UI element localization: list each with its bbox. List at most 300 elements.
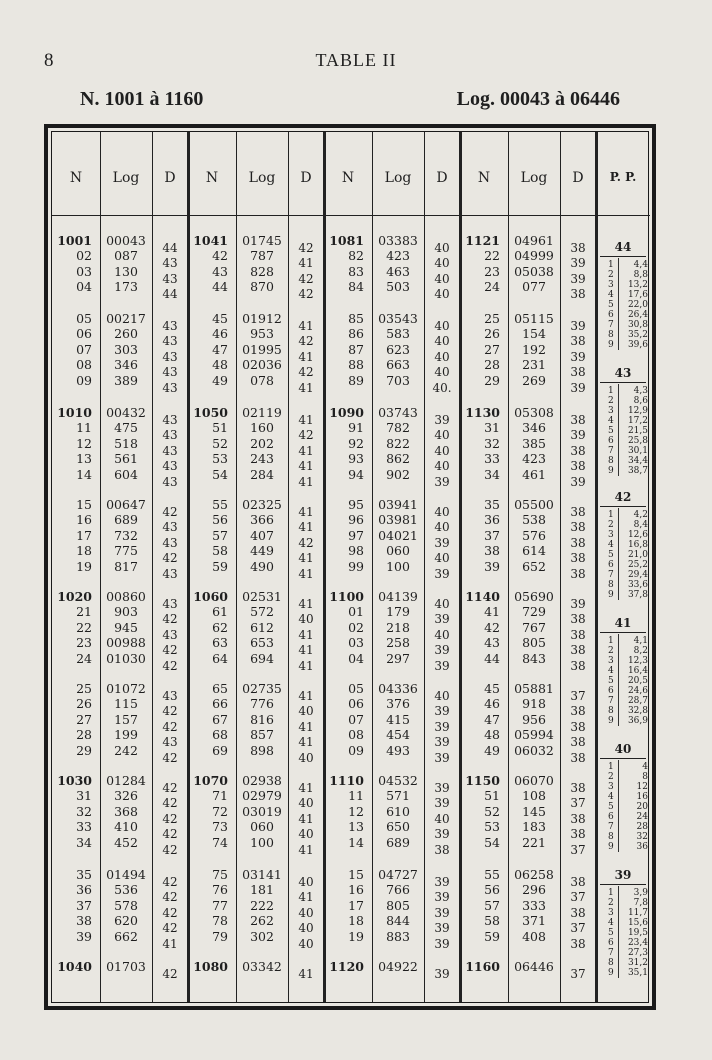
header-d: D — [436, 170, 448, 186]
pp-value: 30,8 — [627, 320, 648, 330]
n-cell: 06 — [348, 696, 364, 712]
n-cell: 58 — [212, 543, 228, 559]
pp-digit: 4 — [608, 290, 614, 300]
d-cell: 43 — [162, 597, 178, 611]
log-cell: 953 — [250, 326, 274, 342]
n-cell: 55 — [484, 867, 500, 882]
pp-header: 41 — [614, 616, 632, 630]
log-cell: 01030 — [106, 650, 146, 666]
d-cell: 40 — [434, 334, 450, 349]
d-cell: 38 — [570, 334, 586, 349]
log-cell: 02119 — [242, 405, 282, 420]
pp-rule — [600, 884, 646, 885]
pp-digit: 2 — [608, 396, 614, 406]
n-cell: 12 — [76, 435, 92, 451]
n-cell: 74 — [212, 834, 228, 850]
header-d: D — [164, 170, 176, 186]
n-cell: 1040 — [57, 959, 92, 974]
log-cell: 662 — [114, 928, 138, 944]
d-cell: 43 — [162, 319, 178, 333]
pp-value: 4,2 — [633, 510, 648, 520]
log-cell: 689 — [386, 834, 410, 850]
d-cell: 40 — [298, 704, 314, 719]
pp-value: 13,2 — [627, 280, 648, 290]
d-cell: 40 — [298, 827, 314, 842]
pp-digit: 5 — [608, 300, 614, 310]
n-cell: 1070 — [193, 773, 228, 788]
log-cell: 04532 — [378, 773, 418, 788]
log-cell: 145 — [522, 803, 546, 819]
n-cell: 15 — [348, 867, 364, 882]
log-cell: 02938 — [242, 773, 282, 788]
d-cell: 42 — [162, 658, 178, 673]
pp-digit: 2 — [608, 270, 614, 280]
n-cell: 27 — [484, 341, 500, 357]
log-cell: 732 — [114, 527, 138, 543]
n-cell: 21 — [76, 604, 92, 620]
n-cell: 1030 — [57, 773, 92, 788]
n-cell: 35 — [76, 867, 92, 882]
log-cell: 04336 — [378, 681, 418, 696]
n-cell: 03 — [76, 263, 92, 279]
d-cell: 38 — [570, 443, 586, 458]
pp-value: 28,7 — [627, 696, 648, 706]
d-cell: 39 — [434, 413, 450, 427]
d-cell: 40 — [434, 627, 450, 642]
d-cell: 40 — [434, 271, 450, 286]
d-cell: 41 — [298, 459, 314, 474]
d-cell: 43 — [162, 349, 178, 364]
n-cell: 78 — [212, 913, 228, 929]
pp-col-rule — [618, 384, 619, 476]
header-n: N — [341, 170, 355, 186]
d-cell: 40 — [298, 936, 314, 951]
n-cell: 28 — [76, 727, 92, 743]
pp-digit: 9 — [608, 340, 614, 350]
d-cell: 40 — [434, 287, 450, 302]
log-cell: 518 — [114, 435, 138, 451]
n-cell: 98 — [348, 543, 364, 559]
n-cell: 08 — [348, 727, 364, 743]
n-cell: 68 — [212, 727, 228, 743]
d-cell: 38 — [434, 842, 450, 857]
log-cell: 077 — [522, 279, 546, 295]
n-cell: 54 — [484, 834, 500, 850]
pp-digit: 6 — [608, 310, 614, 320]
log-cell: 902 — [386, 466, 410, 482]
d-cell: 43 — [162, 271, 178, 286]
n-cell: 83 — [348, 263, 364, 279]
pp-value: 3,9 — [633, 888, 648, 898]
n-cell: 02 — [348, 619, 364, 635]
pp-digit: 7 — [608, 696, 614, 706]
n-cell: 45 — [484, 681, 500, 696]
log-cell: 883 — [386, 928, 410, 944]
n-cell: 03 — [348, 635, 364, 651]
log-cell: 454 — [386, 727, 410, 743]
n-cell: 1041 — [193, 233, 228, 248]
log-cell: 078 — [250, 372, 274, 388]
pp-digit: 3 — [608, 782, 614, 792]
n-cell: 62 — [212, 619, 228, 635]
n-cell: 69 — [212, 742, 228, 758]
log-cell: 199 — [114, 727, 138, 743]
log-cell: 242 — [114, 742, 138, 758]
d-cell: 41 — [298, 413, 314, 427]
pp-value: 12,3 — [627, 656, 648, 666]
d-cell: 38 — [570, 627, 586, 642]
pp-rule — [600, 256, 646, 257]
d-cell: 43 — [162, 689, 178, 703]
log-cell: 00043 — [106, 233, 146, 248]
d-cell: 38 — [570, 827, 586, 842]
d-cell: 40 — [298, 875, 314, 889]
d-cell: 42 — [162, 905, 178, 920]
pp-digit: 2 — [608, 646, 614, 656]
pp-value: 16,8 — [627, 540, 648, 550]
d-cell: 41 — [298, 811, 314, 826]
d-cell: 41 — [298, 967, 314, 981]
n-cell: 52 — [484, 803, 500, 819]
pp-digit: 6 — [608, 812, 614, 822]
n-cell: 44 — [484, 650, 500, 666]
n-cell: 79 — [212, 928, 228, 944]
d-cell: 41 — [298, 689, 314, 703]
d-cell: 42 — [162, 811, 178, 826]
d-cell: 41 — [162, 936, 178, 951]
n-cell: 07 — [76, 341, 92, 357]
d-cell: 38 — [570, 551, 586, 566]
log-cell: 346 — [522, 420, 546, 436]
n-cell: 19 — [76, 558, 92, 574]
d-cell: 42 — [162, 842, 178, 857]
log-cell: 844 — [386, 913, 410, 929]
n-cell: 31 — [76, 788, 92, 804]
pp-value: 8 — [642, 772, 648, 782]
pp-digit: 3 — [608, 656, 614, 666]
pp-value: 38,7 — [627, 466, 648, 476]
log-cell: 260 — [114, 326, 138, 342]
d-cell: 38 — [570, 936, 586, 951]
n-cell: 37 — [76, 897, 92, 913]
n-cell: 48 — [484, 727, 500, 743]
n-cell: 56 — [212, 512, 228, 528]
d-cell: 41 — [298, 735, 314, 750]
d-cell: 42 — [298, 287, 314, 302]
log-cell: 918 — [522, 696, 546, 712]
n-cell: 39 — [76, 928, 92, 944]
n-cell: 97 — [348, 527, 364, 543]
pp-digit: 6 — [608, 938, 614, 948]
d-cell: 39 — [434, 967, 450, 981]
log-cell: 115 — [114, 696, 138, 712]
log-cell: 179 — [386, 604, 410, 620]
pp-value: 21,5 — [627, 426, 648, 436]
d-cell: 43 — [162, 428, 178, 443]
d-cell: 41 — [298, 256, 314, 271]
log-cell: 222 — [250, 897, 274, 913]
n-cell: 1081 — [329, 233, 364, 248]
d-cell: 37 — [570, 890, 586, 905]
d-cell: 39 — [570, 319, 586, 333]
n-cell: 15 — [76, 497, 92, 512]
d-cell: 37 — [570, 921, 586, 936]
pp-digit: 8 — [608, 706, 614, 716]
n-cell: 04 — [76, 279, 92, 295]
n-cell: 94 — [348, 466, 364, 482]
d-cell: 39 — [434, 474, 450, 489]
pp-value: 12,6 — [627, 530, 648, 540]
n-cell: 45 — [212, 311, 228, 326]
page-number: 8 — [44, 50, 54, 71]
d-cell: 43 — [162, 365, 178, 380]
pp-value: 12,9 — [627, 406, 648, 416]
log-cell: 01494 — [106, 867, 146, 882]
n-cell: 66 — [212, 696, 228, 712]
pp-digit: 2 — [608, 520, 614, 530]
log-cell: 371 — [522, 913, 546, 929]
d-cell: 39 — [434, 905, 450, 920]
pp-col-rule — [618, 508, 619, 600]
pp-value: 7,8 — [633, 898, 648, 908]
log-cell: 06032 — [514, 742, 554, 758]
log-cell: 03342 — [242, 959, 282, 974]
pp-digit: 5 — [608, 676, 614, 686]
n-cell: 1010 — [57, 405, 92, 420]
n-cell: 27 — [76, 711, 92, 727]
pp-value: 39,6 — [627, 340, 648, 350]
n-cell: 52 — [212, 435, 228, 451]
log-cell: 475 — [114, 420, 138, 436]
log-cell: 571 — [386, 788, 410, 804]
log-cell: 00432 — [106, 405, 146, 420]
d-cell: 37 — [570, 967, 586, 981]
pp-value: 4,1 — [633, 636, 648, 646]
n-cell: 88 — [348, 357, 364, 373]
pp-digit: 1 — [608, 762, 614, 772]
log-cell: 03543 — [378, 311, 418, 326]
header-log: Log — [248, 170, 276, 186]
log-cell: 766 — [386, 882, 410, 898]
pp-value: 22,0 — [627, 300, 648, 310]
d-cell: 39 — [434, 921, 450, 936]
log-cell: 368 — [114, 803, 138, 819]
log-cell: 221 — [522, 834, 546, 850]
log-range: Log. 00043 à 06446 — [456, 88, 620, 110]
d-cell: 44 — [162, 287, 178, 302]
log-cell: 154 — [522, 326, 546, 342]
log-cell: 284 — [250, 466, 274, 482]
pp-col-rule — [618, 258, 619, 350]
log-cell: 100 — [386, 558, 410, 574]
d-cell: 41 — [298, 566, 314, 581]
d-cell: 39 — [434, 719, 450, 734]
pp-digit: 6 — [608, 560, 614, 570]
log-cell: 776 — [250, 696, 274, 712]
d-cell: 38 — [570, 365, 586, 380]
n-cell: 56 — [484, 882, 500, 898]
d-cell: 39 — [434, 658, 450, 673]
d-cell: 41 — [298, 890, 314, 905]
pp-digit: 8 — [608, 958, 614, 968]
d-cell: 38 — [570, 811, 586, 826]
pp-value: 37,8 — [627, 590, 648, 600]
n-cell: 49 — [212, 372, 228, 388]
n-cell: 09 — [348, 742, 364, 758]
n-cell: 17 — [348, 897, 364, 913]
n-cell: 32 — [76, 803, 92, 819]
pp-digit: 1 — [608, 636, 614, 646]
n-cell: 33 — [484, 451, 500, 467]
n-cell: 89 — [348, 372, 364, 388]
d-cell: 43 — [162, 566, 178, 581]
n-cell: 24 — [484, 279, 500, 295]
d-cell: 43 — [162, 334, 178, 349]
n-cell: 84 — [348, 279, 364, 295]
n-cell: 93 — [348, 451, 364, 467]
n-cell: 32 — [484, 435, 500, 451]
log-cell: 05994 — [514, 727, 554, 743]
n-cell: 14 — [76, 466, 92, 482]
n-cell: 33 — [76, 819, 92, 835]
log-cell: 572 — [250, 604, 274, 620]
log-cell: 843 — [522, 650, 546, 666]
log-cell: 296 — [522, 882, 546, 898]
pp-value: 16 — [636, 792, 648, 802]
n-cell: 35 — [484, 497, 500, 512]
d-cell: 42 — [162, 551, 178, 566]
log-cell: 415 — [386, 711, 410, 727]
pp-digit: 7 — [608, 446, 614, 456]
log-cell: 00860 — [106, 589, 146, 604]
d-cell: 41 — [298, 319, 314, 333]
n-cell: 48 — [212, 357, 228, 373]
n-cell: 51 — [212, 420, 228, 436]
n-cell: 25 — [76, 681, 92, 696]
pp-digit: 9 — [608, 968, 614, 978]
pp-header: 42 — [614, 490, 632, 504]
pp-value: 17,6 — [627, 290, 648, 300]
log-cell: 03743 — [378, 405, 418, 420]
log-cell: 536 — [114, 882, 138, 898]
d-cell: 40. — [432, 380, 452, 395]
d-cell: 40 — [434, 811, 450, 826]
n-cell: 46 — [212, 326, 228, 342]
d-cell: 41 — [298, 842, 314, 857]
pp-digit: 1 — [608, 386, 614, 396]
log-cell: 05881 — [514, 681, 554, 696]
pp-value: 11,7 — [627, 908, 648, 918]
n-cell: 1121 — [465, 233, 500, 248]
d-cell: 39 — [434, 735, 450, 750]
pp-digit: 5 — [608, 928, 614, 938]
log-cell: 787 — [250, 248, 274, 264]
log-cell: 805 — [522, 635, 546, 651]
n-cell: 26 — [76, 696, 92, 712]
log-cell: 243 — [250, 451, 274, 467]
d-cell: 40 — [298, 905, 314, 920]
log-cell: 376 — [386, 696, 410, 712]
log-cell: 333 — [522, 897, 546, 913]
d-cell: 42 — [298, 271, 314, 286]
n-cell: 34 — [484, 466, 500, 482]
log-cell: 782 — [386, 420, 410, 436]
log-cell: 857 — [250, 727, 274, 743]
log-cell: 767 — [522, 619, 546, 635]
log-cell: 01745 — [242, 233, 282, 248]
d-cell: 40 — [434, 241, 450, 255]
pp-value: 28 — [636, 822, 648, 832]
d-cell: 38 — [570, 241, 586, 255]
log-cell: 01995 — [242, 341, 282, 357]
n-cell: 16 — [348, 882, 364, 898]
n-cell: 05 — [76, 311, 92, 326]
d-cell: 40 — [298, 796, 314, 811]
pp-value: 31,2 — [627, 958, 648, 968]
n-cell: 05 — [348, 681, 364, 696]
d-cell: 40 — [434, 520, 450, 535]
n-cell: 1090 — [329, 405, 364, 420]
d-cell: 39 — [570, 428, 586, 443]
log-cell: 231 — [522, 357, 546, 373]
n-cell: 08 — [76, 357, 92, 373]
pp-digit: 8 — [608, 330, 614, 340]
d-cell: 41 — [298, 520, 314, 535]
header-log: Log — [112, 170, 140, 186]
n-cell: 57 — [484, 897, 500, 913]
log-cell: 652 — [522, 558, 546, 574]
log-cell: 03019 — [242, 803, 282, 819]
d-cell: 42 — [162, 704, 178, 719]
d-cell: 38 — [570, 643, 586, 658]
log-cell: 576 — [522, 527, 546, 543]
pp-rule — [600, 632, 646, 633]
log-cell: 04961 — [514, 233, 554, 248]
d-cell: 39 — [434, 535, 450, 550]
n-cell: 43 — [484, 635, 500, 651]
log-cell: 816 — [250, 711, 274, 727]
log-cell: 00647 — [106, 497, 146, 512]
n-cell: 09 — [76, 372, 92, 388]
n-cell: 13 — [348, 819, 364, 835]
d-cell: 39 — [434, 890, 450, 905]
pp-header: 43 — [614, 366, 632, 380]
n-cell: 54 — [212, 466, 228, 482]
header-n: N — [205, 170, 219, 186]
pp-digit: 7 — [608, 570, 614, 580]
pp-digit: 3 — [608, 406, 614, 416]
n-cell: 67 — [212, 711, 228, 727]
n-cell: 76 — [212, 882, 228, 898]
log-cell: 269 — [522, 372, 546, 388]
n-cell: 36 — [484, 512, 500, 528]
log-cell: 05690 — [514, 589, 554, 604]
d-cell: 39 — [434, 781, 450, 795]
d-cell: 42 — [298, 241, 314, 255]
log-cell: 614 — [522, 543, 546, 559]
d-cell: 43 — [162, 520, 178, 535]
pp-digit: 4 — [608, 666, 614, 676]
d-cell: 42 — [162, 875, 178, 889]
pp-rule — [600, 758, 646, 759]
pp-value: 34,4 — [627, 456, 648, 466]
log-cell: 087 — [114, 248, 138, 264]
pp-value: 32,8 — [627, 706, 648, 716]
pp-col-rule — [618, 634, 619, 726]
pp-value: 24 — [636, 812, 648, 822]
log-cell: 04139 — [378, 589, 418, 604]
log-cell: 663 — [386, 357, 410, 373]
